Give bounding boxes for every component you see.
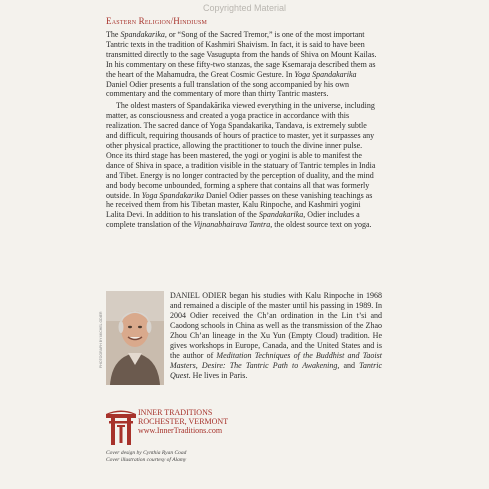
publisher-location: ROCHESTER, VERMONT [138,417,229,426]
cover-design-credit: Cover design by Cynthia Ryan Coad [106,450,187,456]
copyright-watermark: Copyrighted Material [202,3,287,13]
publisher-name: INNER TRADITIONS [138,408,213,417]
description-paragraph: The oldest masters of Spandakārika viewed everything in the universe, including matter, as consciousness and created a yoga practice in accordance with this realization. The sacred dance of Yoga Spandakarika, Tandava, is extremely subtle and difficult, requiring thousands of hours of practice to master, yet it surpasses any other physical practice, allowing the practitioner to touch the divine inner pulse. Once its third stage has been mastered, the yogi or yogini is able to manifest the dance of Shiva in space, a tradition visible in the statuary of Tantric temples in India and Tibet. Energy is no longer contracted by the perception of duality, and the mind and body become unbounded, forming a sphere that contains all that was formerly outside. In Yoga Spandakarika Daniel Odier passes on these vanishing teachings as he received them from his Tibetan master, Kalu Rinpoche, and Kashmiri yogini Lalita Devi. In addition to his translation of the Spandakarika, Odier includes a complete translation of the Vijnanabhairava Tantra, the oldest source text on yoga. [106,101,376,230]
inner-traditions-gate-icon [106,405,136,445]
author-portrait-image [106,291,164,385]
cover-credits [106,450,186,464]
description-text [106,30,378,232]
publisher-url[interactable]: www.InnerTraditions.com [138,426,223,435]
cover-illustration-credit: Cover illustration courtesy of Alamy [106,457,187,463]
publisher-block [106,405,306,445]
author-photo [106,291,164,385]
author-bio: DANIEL ODIER began his studies with Kalu Rinpoche in 1968 and remained a disciple of the master until his passing in 1989. In 2004 Odier received the Ch’an ordination in the Lin t’si and Caodong schools in China as well as the transmission of the Zhao Zhou Ch’an lineage in the Xu Yun (Empty Cloud) tradition. He gives workshops in Europe, Canada, and the United States and is the author of Meditation Techniques of the Buddhist and Taoist Masters, Desire: The Tantric Path to Awakening, and Tantric Quest. He lives in Paris. [170,291,382,380]
category-label: Eastern Religion/Hindiusm [106,16,208,26]
description-paragraph: The Spandakarika, or “Song of the Sacred Tremor,” is one of the most important Tantric texts in the tradition of Kashmiri Shaivism. In fact, it is said to have been transmitted directly to the sage Vasugupta from the hands of Shiva on Mount Kailas. In his commentary on these fifty-two stanzas, the sage Ksemaraja described them as the heart of the Mahamudra, the Great Cosmic Gesture. In Yoga Spandakarika Daniel Odier presents a full translation of the song accompanied by his own commentary and the commentary of more than thirty Tantric masters. [106,30,377,99]
photo-credit: PHOTOGRAPH BY MICHEL ODIER [99,311,103,368]
